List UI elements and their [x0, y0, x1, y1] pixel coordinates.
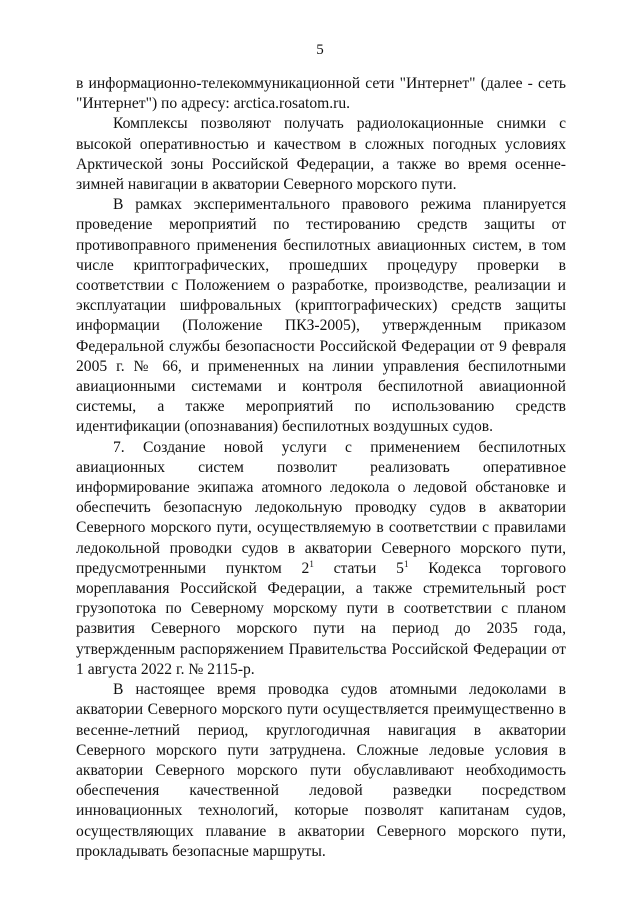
superscript-1: 1: [309, 558, 314, 569]
superscript-2: 1: [403, 558, 409, 569]
paragraph-protection-testing: В рамках экспериментального правового режима планируется проведение мероприятий по тестированию средств защиты от противоправного применения беспилотных авиационных систем, в том числе криптографических, прошедших процедуру проверки в соответствии с Положением о разработке, производстве, реализации и эксплуатации шифровальных (криптографических) средств защиты информации (Положение ПКЗ-2005), утвержденным приказом Федеральной службы безопасности Российской Федерации от 9 февраля 2005 г. № 66, и примененных на линии управления беспилотными авиационными системами и контроля беспилотной авиационной системы, а также мероприятий по использованию средств идентификации (опознавания) беспилотных воздушных судов.: [76, 196, 566, 436]
paragraph-item-7-text-1: 7. Создание новой услуги с применением беспилотных авиационных систем позволит реализовать оперативное информирование экипажа атомного ледокола о ледовой обстановке и обеспечить безопасную ледокольную проводку судов в акватории Северного морского пути, осуществляемую в соответствии с правилами ледокольной проводки судов в акватории Северного морского пути, предусмотренными пунктом 2: [76, 438, 566, 577]
document-body: [76, 74, 566, 862]
page-number: 5: [316, 42, 324, 58]
paragraph-item-7-text-3: Кодекса торгового мореплавания Российской Федерации, а также стремительный рост грузопотока по Северному морскому пути в соответствии с планом развития Северного морского пути на период до 2035 года, утвержденным распоряжением Правительства Российской Федерации от 1 августа 2022 г. № 2115-р.: [76, 559, 566, 678]
paragraph-icebreaker-escort: В настоящее время проводка судов атомными ледоколами в акватории Северного морского пути осуществляется преимущественно в весенне-летний период, круглогодичная навигация в акватории Северного морского пути затруднена. Сложные ледовые условия в акватории Северного морского пути обуславливают необходимость обеспечения качественной ледовой разведки посредством инновационных технологий, которые позволят капитанам судов, осуществляющих плавание в акватории Северного морского пути, прокладывать безопасные маршруты.: [76, 681, 566, 860]
paragraph-radar-complexes: Комплексы позволяют получать радиолокационные снимки с высокой оперативностью и качеством в сложных погодных условиях Арктической зоны Российской Федерации, а также во время осенне-зимней навигации в акватории Северного морского пути.: [76, 115, 566, 194]
paragraph-item-7-text-2: статьи 5: [313, 559, 404, 577]
paragraph-item-7: [76, 438, 566, 680]
paragraph-internet-address: в информационно-телекоммуникационной сети "Интернет" (далее - сеть "Интернет") по адресу: arctica.rosatom.ru.: [76, 75, 566, 113]
